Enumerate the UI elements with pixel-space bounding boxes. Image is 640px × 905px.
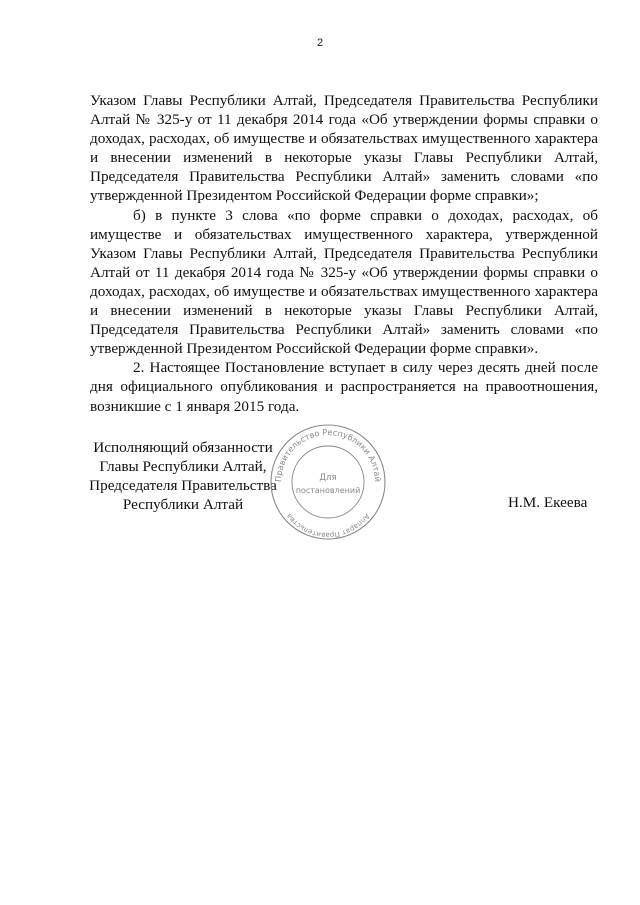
stamp-outer-text-top: Правительство Республики Алтай bbox=[272, 426, 384, 483]
signatory-title bbox=[78, 438, 288, 514]
official-stamp bbox=[268, 422, 388, 542]
signatory-title-line: Республики Алтай bbox=[122, 496, 244, 513]
stamp-center-line2: постановлений bbox=[295, 486, 361, 495]
paragraph-item-2: 2. Настоящее Постановление вступает в силу через десять дней после дня официального опубликования и распространяется на правоотношения, возникшие с 1 января 2015 года. bbox=[90, 359, 598, 415]
page-number: 2 bbox=[316, 37, 324, 49]
signatory-title-line: Главы Республики Алтай, bbox=[99, 458, 267, 475]
signatory-title-line: Председателя Правительства bbox=[89, 477, 277, 494]
signatory-name: Н.М. Екеева bbox=[508, 494, 588, 511]
stamp-center-line1: Для bbox=[319, 473, 337, 483]
stamp-outer-text-bottom: Аппарат Правительства bbox=[284, 512, 372, 540]
paragraph-continuation: Указом Главы Республики Алтай, Председателя Правительства Республики Алтай № 325-у от 11 декабря 2014 года «Об утверждении формы справки о доходах, расходах, об имуществе и обязательствах имущественного характера и внесении изменений в некоторые указы Главы Республики Алтай, Председателя Правительства Республики Алтай» заменить словами «по утвержденной Президентом Российской Федерации форме справки»; bbox=[90, 92, 598, 205]
paragraph-subitem-b: б) в пункте 3 слова «по форме справки о доходах, расходах, об имуществе и обязательствах имущественного характера, утвержденной Указом Главы Республики Алтай, Председателя Правительства Республики Алтай от 11 декабря 2014 года № 325-у «Об утверждении формы справки о доходах, расходах, об имуществе и обязательствах имущественного характера и внесении изменений в некоторые указы Главы Республики Алтай, Председателя Правительства Республики Алтай» заменить словами «по утвержденной Президентом Российской Федерации форме справки». bbox=[90, 206, 598, 358]
signatory-title-line: Исполняющий обязанности bbox=[93, 439, 273, 456]
document-body bbox=[90, 91, 598, 416]
